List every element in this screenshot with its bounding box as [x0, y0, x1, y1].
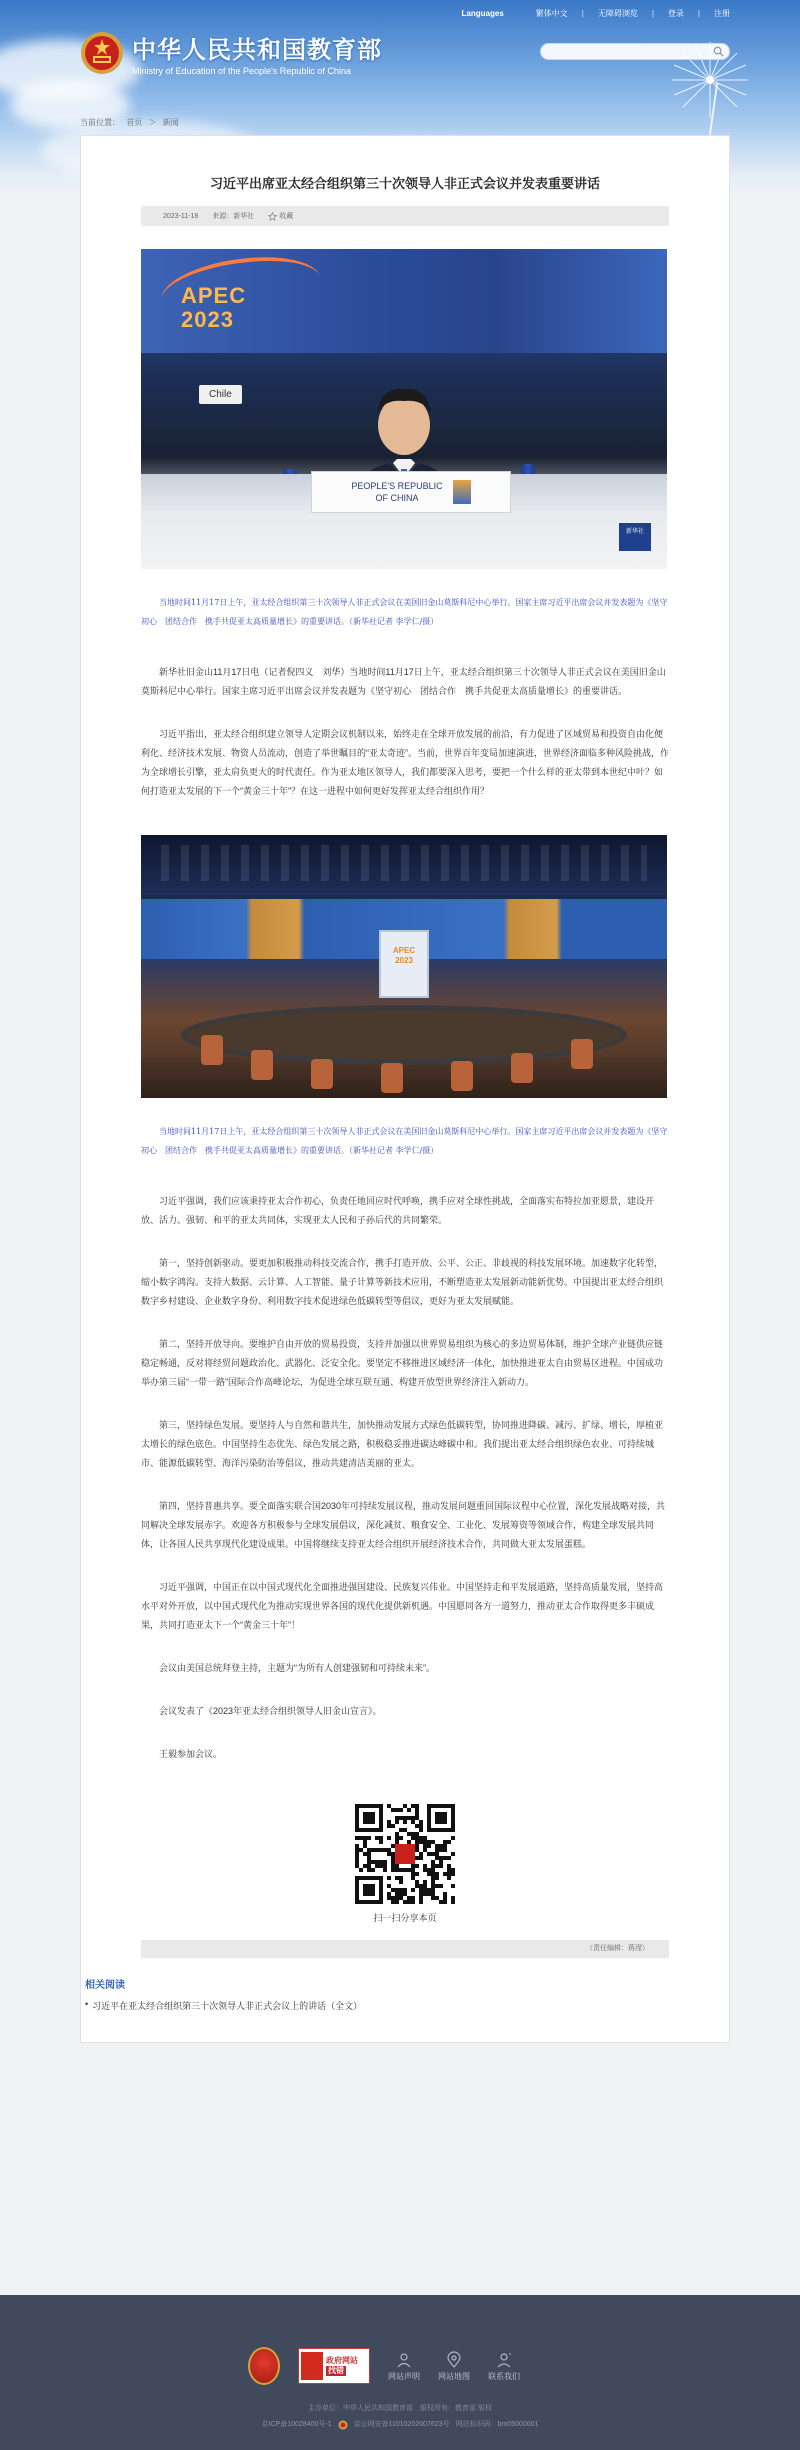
qr-code-icon — [355, 1804, 455, 1904]
top-links — [462, 8, 730, 19]
breadcrumb-home[interactable]: 首页 — [126, 118, 143, 127]
article-date: 2023-11-18 — [163, 212, 199, 220]
chair — [311, 1059, 333, 1089]
traditional-chinese-link[interactable]: 繁体中文 — [535, 9, 568, 18]
accessibility-link[interactable]: 无障碍浏览 — [597, 9, 638, 18]
round-conference-table — [181, 1005, 627, 1065]
languages-link[interactable]: Languages — [461, 9, 504, 18]
related-reading — [81, 1976, 669, 2012]
person-icon — [395, 2351, 413, 2369]
breadcrumb — [80, 117, 183, 128]
footer-police[interactable]: 京公网安备11010202007623号 — [353, 2421, 450, 2428]
apec-mini-logo — [453, 480, 471, 504]
placard-line-2: OF CHINA — [375, 493, 419, 503]
chair — [451, 1061, 473, 1091]
chair — [571, 1039, 593, 1069]
article-photo-1 — [141, 249, 667, 569]
site-subtitle: Ministry of Education of the People's Republic of China — [132, 66, 351, 76]
police-badge-icon — [338, 2420, 348, 2430]
footer-link-label: 网站声明 — [388, 2371, 420, 2381]
chile-nameplate: Chile — [199, 385, 242, 404]
register-link[interactable]: 注册 — [714, 9, 730, 18]
breadcrumb-label: 当前位置： — [80, 118, 120, 127]
related-item-link[interactable]: 习近平在亚太经合组织第三十次领导人非正式会议上的讲话（全文） — [92, 2001, 363, 2011]
footer-link-label: 联系我们 — [488, 2371, 520, 2381]
screen-text: APEC — [392, 946, 416, 955]
photo-banner-text: APEC — [181, 283, 247, 308]
article-meta — [141, 206, 669, 226]
search-box — [540, 43, 730, 60]
footer-legal — [0, 2401, 800, 2433]
breadcrumb-separator: ＞ — [148, 118, 157, 127]
footer-contact-link[interactable] — [488, 2351, 520, 2382]
bullet-icon: • — [85, 1999, 89, 2009]
footer-link-label: 网站地图 — [438, 2371, 470, 2381]
national-emblem-icon — [80, 31, 124, 75]
chair — [381, 1063, 403, 1093]
related-title: 相关阅读 — [85, 1980, 125, 1991]
divider: | — [697, 9, 700, 18]
article-card — [80, 135, 730, 2043]
footer-gov-code: 网站标识码：bm05000001 — [455, 2421, 539, 2428]
site-footer — [0, 2295, 800, 2450]
article-photo-2 — [141, 835, 667, 1098]
chair — [251, 1050, 273, 1080]
article-paragraph: 第四，坚持普惠共享。要全面落实联合国2030年可持续发展议程，推动发展问题重回国际议程中心位置，深化发展战略对接，共同解决全球发展赤字。欢迎各方积极参与全球发展倡议，深化减贫、粮食安全、工业化、发展筹资等领域合作，构建全球发展共同体，让各国人民共享现代化建设成果。中国将继续支持亚太经合组织开展经济技术合作，共同做大亚太发展蛋糕。 — [141, 1501, 666, 1549]
apec-screen — [379, 930, 429, 998]
flag-icon — [301, 2352, 323, 2380]
article-paragraph: 第二，坚持开放导向。要维护自由开放的贸易投资，支持并加强以世界贸易组织为核心的多边贸易体制，维护全球产业链供应链稳定畅通，反对将经贸问题政治化、武器化、泛安全化。要坚定不移推进区域经济一体化，加快推进亚太自由贸易区进程。中国成功举办第三届“一带一路”国际合作高峰论坛，为促进全球互联互通、构建开放型世界经济注入新动力。 — [141, 1339, 664, 1387]
contact-icon — [495, 2351, 513, 2369]
article-paragraph: 习近平指出，亚太经合组织建立领导人定期会议机制以来，始终走在全球开放发展的前沿，有力促进了区域贸易和投资自由化便利化、经济技术发展、物资人员流动，创造了举世瞩目的“亚太奇迹”。当前，世界百年变局加速演进，世界经济面临多种风险挑战，作为全球增长引擎，亚太肩负更大的时代责任。作为亚太地区领导人，我们都要深入思考，要把一个什么样的亚太带到本世纪中叶？如何打造亚太发展的下一个“黄金三十年”？在这一进程中如何更好发挥亚太经合组织作用？ — [141, 729, 669, 796]
chair — [511, 1053, 533, 1083]
article-paragraph: 会议发表了《2023年亚太经合组织领导人旧金山宣言》。 — [159, 1706, 382, 1716]
map-pin-icon — [445, 2351, 463, 2369]
editor-name: （责任编辑：蒋滢） — [586, 1945, 649, 1952]
article-paragraph: 第一，坚持创新驱动。要更加积极推动科技交流合作，携手打造开放、公平、公正、非歧视的科技发展环境。加速数字化转型，缩小数字鸿沟。支持大数据、云计算、人工智能、量子计算等新技术应用，不断塑造亚太发展新动能新优势。中国提出亚太经合组织数字乡村建设、企业数字身份、利用数字技术促进绿色低碳转型等倡议，更好为亚太发展赋能。 — [141, 1258, 664, 1306]
article-paragraph: 会议由美国总统拜登主持，主题为“为所有人创建强韧和可持续未来”。 — [159, 1663, 435, 1673]
article-source: 来源：新华社 — [212, 213, 255, 220]
screen-year: 2023 — [395, 956, 413, 965]
favorite-button[interactable] — [268, 211, 293, 221]
qr-label: 扫一扫分享本页 — [373, 1913, 437, 1923]
gov-badge-sub: 找错 — [328, 2366, 344, 2375]
article-paragraph: 第三，坚持绿色发展。要坚持人与自然和谐共生，加快推动发展方式绿色低碳转型，协同推进降碳、减污、扩绿、增长，厚植亚太增长的绿色底色。中国坚持生态优先、绿色发展之路，积极稳妥推进碳达峰碳中和。我们提出亚太经合组织绿色农业、可持续城市、能源低碳转型、海洋污染防治等倡议，推动共建清洁美丽的亚太。 — [141, 1420, 664, 1468]
xinhua-watermark: 新华社 — [619, 523, 651, 551]
divider: | — [651, 9, 654, 18]
party-emblem-badge[interactable] — [248, 2347, 280, 2385]
article-paragraph: 王毅参加会议。 — [159, 1749, 223, 1759]
photo-backdrop — [497, 249, 667, 353]
article-paragraph: 习近平强调，中国正在以中国式现代化全面推进强国建设、民族复兴伟业。中国坚持走和平发展道路，坚持高质量发展，坚持高水平对外开放，以中国式现代化为推动实现世界各国的现代化提供新机遇。中国愿同各方一道努力，推动亚太合作取得更多丰硕成果，共同打造亚太下一个“黄金三十年”！ — [141, 1582, 664, 1630]
share-qr — [141, 1804, 669, 1924]
footer-icp[interactable]: 京ICP备10028400号-1 — [261, 2421, 332, 2428]
star-icon — [268, 212, 277, 221]
gov-error-report-badge[interactable] — [298, 2348, 370, 2384]
photo-banner-year: 2023 — [181, 307, 234, 332]
gov-badge-title: 政府网站 — [326, 2356, 358, 2365]
country-placard — [311, 471, 511, 513]
placard-line-1: PEOPLE'S REPUBLIC — [351, 481, 443, 491]
footer-links — [248, 2347, 520, 2385]
breadcrumb-news[interactable]: 新闻 — [162, 118, 179, 127]
login-link[interactable]: 登录 — [667, 9, 684, 18]
divider: | — [581, 9, 584, 18]
article-paragraph: 新华社旧金山11月17日电（记者倪四义 刘华）当地时间11月17日上午，亚太经合组织第三十次领导人非正式会议在美国旧金山莫斯科尼中心举行。国家主席习近平出席会议并发表题为《坚守初心 团结合作 携手共促亚太高质量增长》的重要讲话。 — [141, 667, 666, 696]
footer-sitemap-link[interactable] — [438, 2351, 470, 2382]
search-input[interactable] — [541, 44, 701, 59]
related-item[interactable] — [85, 1999, 669, 2012]
search-icon[interactable] — [713, 46, 724, 57]
article-paragraph: 习近平强调，我们应该秉持亚太合作初心，负责任地回应时代呼唤，携手应对全球性挑战，全面落实布特拉加亚愿景，建设开放、活力、强韧、和平的亚太共同体，实现亚太人民和子孙后代的共同繁荣。 — [141, 1196, 655, 1225]
chair — [201, 1035, 223, 1065]
footer-copyright: 主办单位：中华人民共和国教育部 版权所有：教育部 版权 — [308, 2405, 492, 2412]
article-title: 习近平出席亚太经合组织第三十次领导人非正式会议并发表重要讲话 — [209, 176, 600, 191]
footer-statement-link[interactable] — [388, 2351, 420, 2382]
ceiling-lights — [161, 845, 647, 881]
photo-caption-1: 当地时间11月17日上午，亚太经合组织第三十次领导人非正式会议在美国旧金山莫斯科尼中心举行。国家主席习近平出席会议并发表题为《坚守初心 团结合作 携手共促亚太高质量增长》的重要讲话。（新华社记者 李学仁/摄） — [141, 598, 668, 626]
site-title: 中华人民共和国教育部 — [132, 35, 382, 64]
photo-caption-2: 当地时间11月17日上午，亚太经合组织第三十次领导人非正式会议在美国旧金山莫斯科尼中心举行。国家主席习近平出席会议并发表题为《坚守初心 团结合作 携手共促亚太高质量增长》的重要讲话。（新华社记者 李学仁/摄） — [141, 1127, 668, 1155]
site-logo[interactable] — [80, 30, 382, 76]
favorite-label: 收藏 — [279, 213, 294, 220]
editor-bar — [141, 1940, 669, 1958]
